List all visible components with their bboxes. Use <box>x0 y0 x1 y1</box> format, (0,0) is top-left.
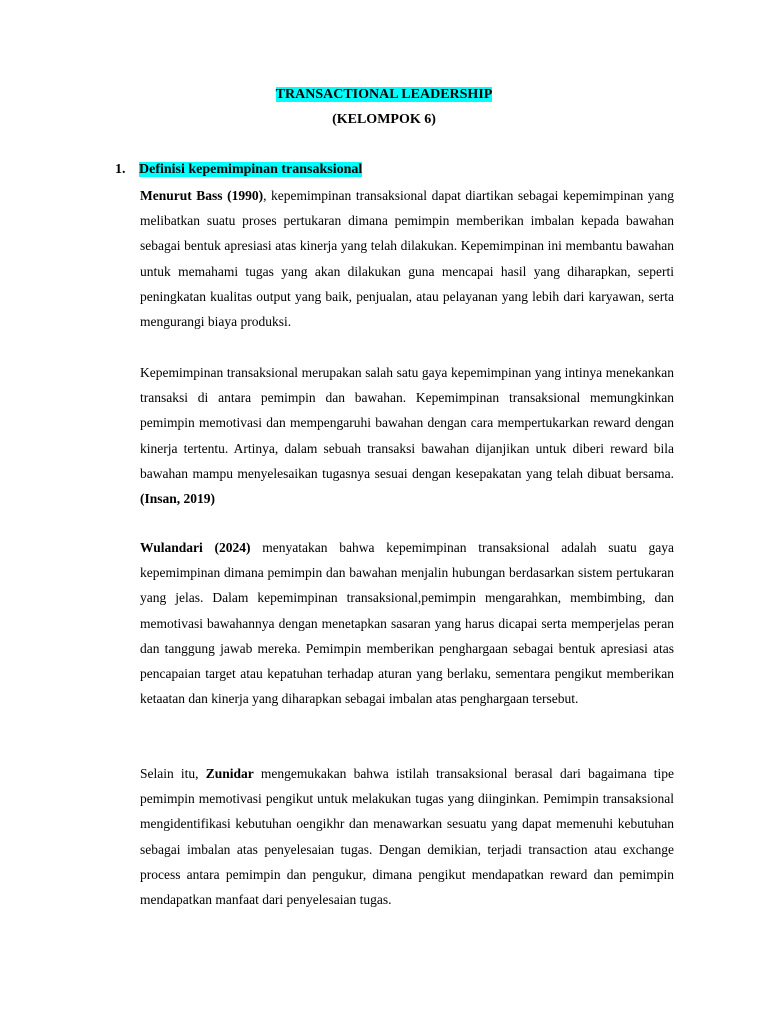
citation-author: Wulandari (2024) <box>140 540 251 555</box>
paragraph-text: Kepemimpinan transaksional merupakan salah satu gaya kepemimpinan yang intinya menekankan transaksi di antara pemimpin dan bawahan. Kepemimpinan transaksional memungkinkan pemimpin memotivasi dan mempengaruhi bawahan dengan cara mempertukarkan reward dengan kinerja tertentu. Artinya, dalam sebuah transaksi bawahan dijanjikan untuk diberi reward bila bawahan mampu menyelesaikan tugasnya sesuai dengan kesepakatan yang telah dibuat bersama. <box>140 365 674 481</box>
paragraph-text: mengemukakan bahwa istilah transaksional berasal dari bagaimana tipe pemimpin memotivasi pengikut untuk melakukan tugas yang diinginkan. Pemimpin transaksional mengidentifikasi kebutuhan oengikhr dan menawarkan sesuatu yang dapat memenuhi kebutuhan sebagai imbalan atas penyelesaian tugas. Dengan demikian, terjadi transaction atau exchange process antara pemimpin dan pengukur, dimana pengikut mendapatkan reward dan pemimpin mendapatkan manfaat dari penyelesaian tugas. <box>140 766 674 908</box>
document-subtitle: (KELOMPOK 6) <box>332 112 436 127</box>
citation-author: Zunidar <box>205 766 254 781</box>
paragraph-wulandari <box>140 535 674 711</box>
section-number: 1. <box>115 162 126 177</box>
document-title-line <box>0 87 768 103</box>
citation-author: Menurut Bass (1990) <box>140 188 264 203</box>
paragraph-zunidar <box>140 761 674 912</box>
paragraph-lead: Selain itu, <box>140 766 206 781</box>
paragraph-text: menyatakan bahwa kepemimpinan transaksional adalah suatu gaya kepemimpinan dimana pemimpin dan bawahan menjalin hubungan berdasarkan sistem pertukaran yang jelas. Dalam kepemimpinan transaksional,pemimpin mengarahkan, membimbing, dan memotivasi bawahannya dengan menetapkan sasaran yang harus dicapai serta memperjelas peran dan tanggung jawab mereka. Pemimpin memberikan penghargaan sebagai bentuk apresiasi atas pencapaian target atau kepatuhan terhadap aturan yang berlaku, sementara pengikut memberikan ketaatan dan kinerja yang diharapkan sebagai imbalan atas penghargaan tersebut. <box>140 540 674 707</box>
paragraph-bass <box>140 183 674 334</box>
document-title: TRANSACTIONAL LEADERSHIP <box>275 87 493 102</box>
paragraph-text: , kepemimpinan transaksional dapat diartikan sebagai kepemimpinan yang melibatkan suatu proses pertukaran dimana pemimpin memberikan imbalan kepada bawahan sebagai bentuk apresiasi atas kinerja yang telah dilakukan. Kepemimpinan ini membantu bawahan untuk memahami tugas yang akan dilakukan guna mencapai hasil yang diharapkan, seperti peningkatan kualitas output yang baik, penjualan, atau pelayanan yang lebih dari karyawan, serta mengurangi biaya produksi. <box>140 188 674 330</box>
citation-reference: (Insan, 2019) <box>140 491 216 507</box>
section-heading-text: Definisi kepemimpinan transaksional <box>139 162 363 177</box>
paragraph-insan <box>140 360 674 511</box>
section-heading <box>115 162 362 178</box>
